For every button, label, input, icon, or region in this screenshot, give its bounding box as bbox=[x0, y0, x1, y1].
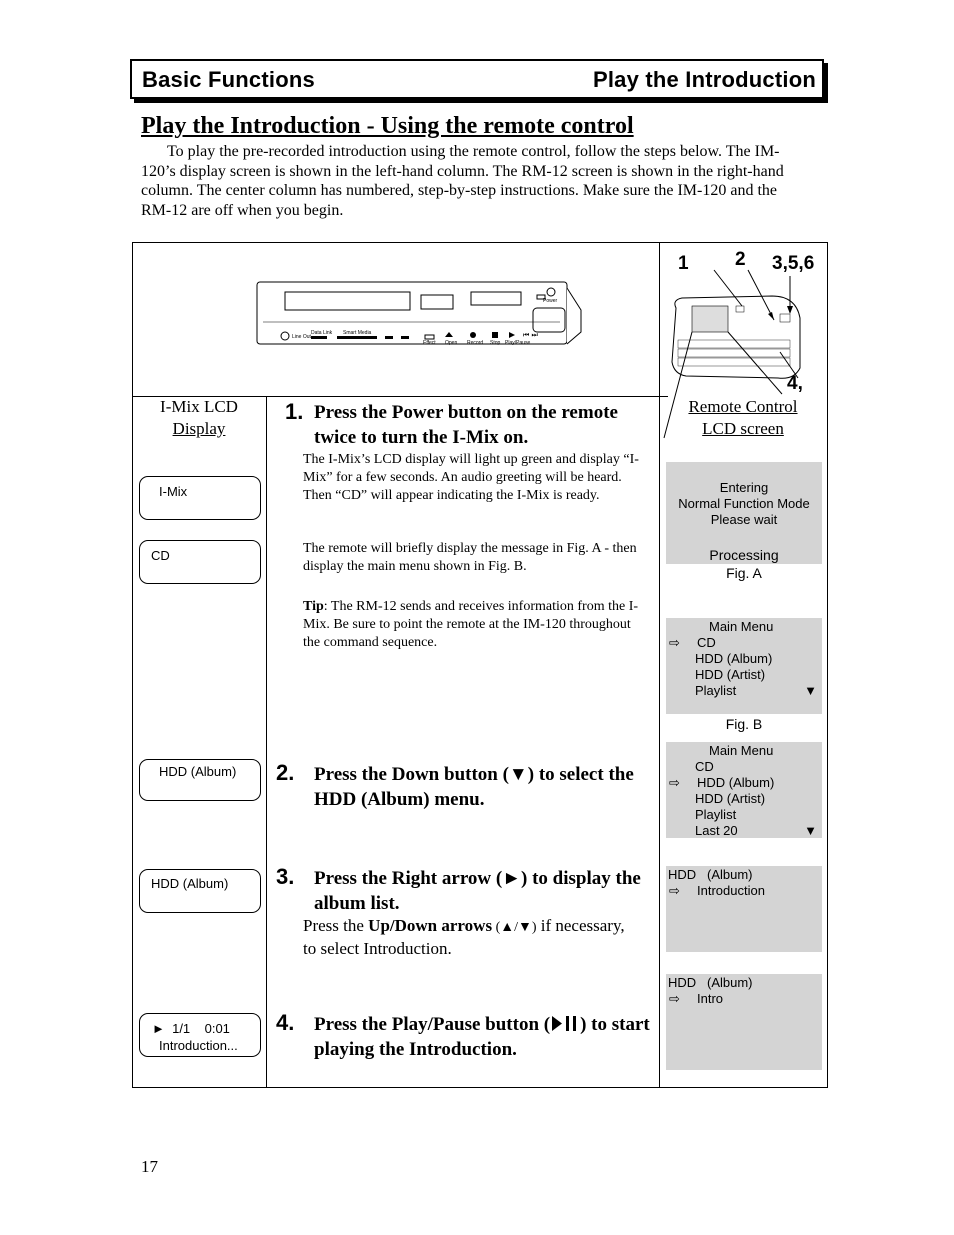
svg-text:⏮ ⏭: ⏮ ⏭ bbox=[523, 331, 538, 339]
topic-title: Play the Introduction bbox=[593, 67, 816, 92]
step-1-tip: Tip: The RM-12 sends and receives information from the I-Mix. Be sure to point the remote at the IM-120 throughout the command sequence. bbox=[303, 599, 639, 650]
callout-2: 2 bbox=[735, 249, 746, 270]
line-out-label: Line Out bbox=[292, 334, 311, 340]
remote-screen-step-3: HDD (Album) ⇨ Introduction bbox=[666, 866, 822, 952]
scroll-down-icon: ▼ bbox=[804, 823, 817, 838]
callout-1: 1 bbox=[678, 253, 689, 274]
imix-lcd-playing: ► 1/1 0:01 Introduction... bbox=[139, 1013, 261, 1057]
play-pause-icon bbox=[550, 1015, 580, 1032]
callout-3-5-6: 3,5,6 bbox=[772, 253, 815, 274]
step-1-title: Press the Power button on the remote twice to turn the I-Mix on. bbox=[314, 402, 618, 448]
remote-screen-step-2: Main Menu CD ⇨ HDD (Album) HDD (Artist) Playlist Last 20 ▼ bbox=[666, 742, 822, 838]
effect-label: Effect bbox=[423, 340, 436, 346]
play-pause-label: Play/Pause bbox=[505, 340, 531, 346]
step-1-remote-text: The remote will briefly display the message in Fig. A - then display the main menu shown in Fig. B. bbox=[303, 541, 637, 574]
im120-device-illustration bbox=[255, 280, 585, 350]
record-label: Record bbox=[467, 340, 484, 346]
fig-a-caption: Fig. A bbox=[726, 565, 762, 581]
remote-screen-step-4: HDD (Album) ⇨ Intro bbox=[666, 974, 822, 1070]
selection-arrow-icon: ⇨ bbox=[669, 883, 680, 898]
step-2-number: 2. bbox=[276, 760, 295, 785]
intro-paragraph: To play the pre-recorded introduction using the remote control, follow the steps below. The IM-120’s display screen is shown in the left-hand column. The RM-12 screen is shown in the right-hand column. The center column has numbered, step-by-step instructions. Make sure the IM-120 and the RM-12 are off when you begin. bbox=[141, 143, 784, 219]
scroll-down-icon: ▼ bbox=[804, 683, 817, 698]
step-1-number: 1. bbox=[285, 399, 304, 424]
stop-label: Stop bbox=[490, 340, 501, 346]
step-3-text: Press the Up/Down arrows (▲/▼) if necessary, to select Introduction. bbox=[303, 916, 625, 958]
step-4-title: Press the Play/Pause button ( ) to start playing the Introduction. bbox=[314, 1014, 650, 1060]
imix-lcd-imix: I-Mix bbox=[139, 476, 261, 520]
selection-arrow-icon: ⇨ bbox=[669, 991, 680, 1006]
section-title: Basic Functions bbox=[142, 67, 315, 92]
data-link-label: Data Link bbox=[311, 330, 333, 336]
step-1-text: The I-Mix’s LCD display will light up green and display “I-Mix” for a few seconds. An audio greeting will be heard. Then “CD” will appear indicating the I-Mix is ready. bbox=[303, 452, 639, 503]
selection-arrow-icon: ⇨ bbox=[669, 635, 680, 650]
remote-lcd-header: Remote Control LCD screen bbox=[688, 397, 798, 438]
page-title: Play the Introduction - Using the remote control bbox=[141, 113, 634, 139]
fig-b-caption: Fig. B bbox=[725, 716, 763, 732]
imix-lcd-cd: CD bbox=[139, 540, 261, 584]
column-divider-right bbox=[659, 243, 660, 1087]
imix-lcd-hdd-album-2: HDD (Album) bbox=[139, 869, 261, 913]
power-label: Power bbox=[543, 298, 558, 304]
open-label: Open bbox=[445, 340, 458, 346]
selection-arrow-icon: ⇨ bbox=[669, 775, 680, 790]
callout-4: 4, bbox=[787, 373, 803, 394]
section-header bbox=[130, 59, 824, 99]
page-number: 17 bbox=[141, 1157, 158, 1176]
step-3-title: Press the Right arrow (►) to display the album list. bbox=[314, 868, 641, 914]
imix-lcd-hdd-album-1: HDD (Album) bbox=[139, 759, 261, 801]
step-2-title: Press the Down button (▼) to select the HDD (Album) menu. bbox=[314, 764, 634, 810]
imix-lcd-header: I-Mix LCD Display bbox=[160, 397, 238, 438]
smart-media-label: Smart Media bbox=[343, 330, 372, 336]
remote-screen-fig-a: Entering Normal Function Mode Please wait Processing bbox=[666, 462, 822, 564]
step-3-number: 3. bbox=[276, 864, 295, 889]
column-divider-left bbox=[266, 396, 267, 1087]
step-4-number: 4. bbox=[276, 1010, 295, 1035]
remote-screen-fig-b: Main Menu ⇨ CD HDD (Album) HDD (Artist) Playlist ▼ bbox=[666, 618, 822, 714]
